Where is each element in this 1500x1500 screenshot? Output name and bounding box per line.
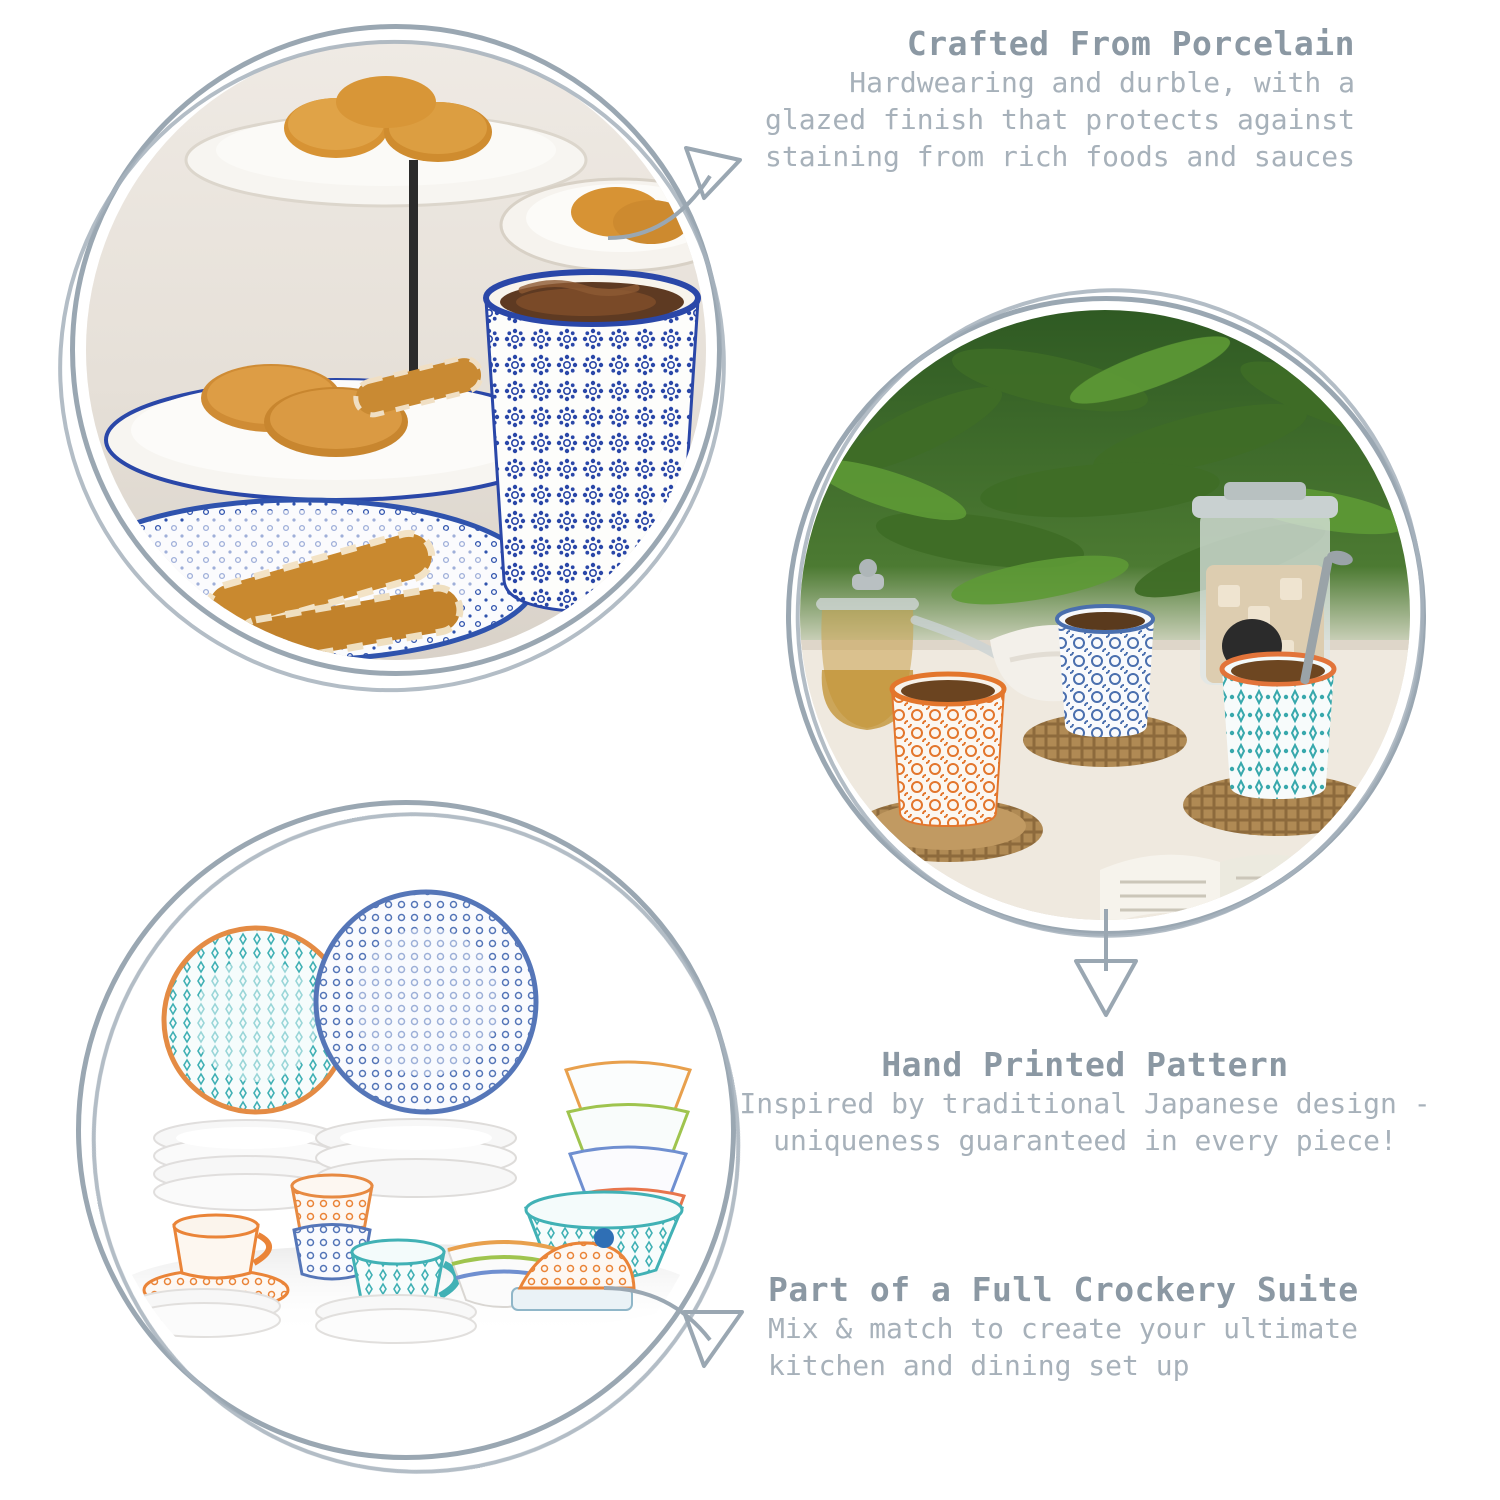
arrow-hand-printed xyxy=(1040,905,1170,1035)
feature-crockery-suite-title: Part of a Full Crockery Suite xyxy=(768,1270,1359,1309)
feature-hand-printed xyxy=(735,1045,1435,1160)
photo-cup-with-biscuits xyxy=(86,40,706,660)
photo-cup-with-biscuits-art xyxy=(86,40,706,660)
feature-hand-printed-body: Inspired by traditional Japanese design - uniqueness guaranteed in every piece! xyxy=(739,1087,1431,1157)
photo-tea-cups-table-art xyxy=(800,310,1410,920)
feature-hand-printed-title: Hand Printed Pattern xyxy=(881,1045,1289,1084)
photo-full-dinner-set-art xyxy=(96,820,716,1440)
feature-porcelain xyxy=(735,24,1355,176)
feature-porcelain-body: Hardwearing and durble, with a glazed finish that protects against staining from rich foods and sauces xyxy=(764,66,1355,173)
feature-crockery-suite xyxy=(768,1270,1468,1385)
feature-porcelain-title: Crafted From Porcelain xyxy=(906,24,1355,63)
photo-tea-cups-table xyxy=(800,310,1410,920)
feature-crockery-suite-body: Mix & match to create your ultimate kitchen and dining set up xyxy=(768,1312,1359,1382)
photo-full-dinner-set xyxy=(96,820,716,1440)
